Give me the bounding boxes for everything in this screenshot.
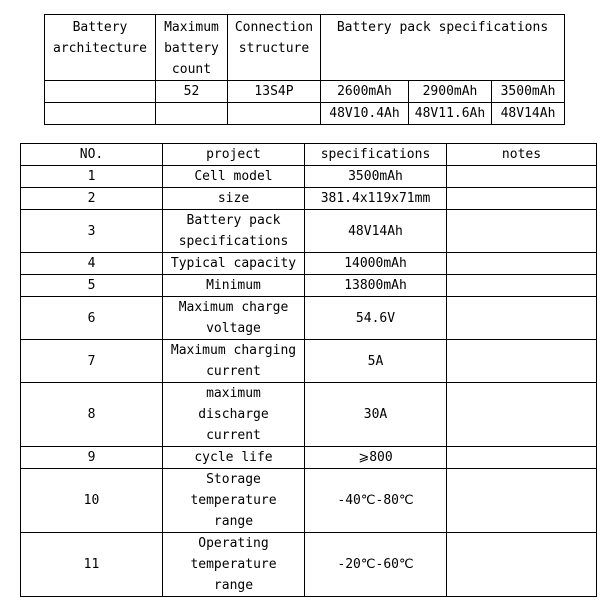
row-notes (447, 188, 597, 210)
row-project: Cell model (163, 166, 305, 188)
table-row (21, 253, 597, 275)
row-no: 5 (21, 275, 163, 297)
row-spec: -40℃-80℃ (305, 469, 447, 533)
row-project: Operating temperature range (163, 533, 305, 597)
row-no: 6 (21, 297, 163, 340)
table-row (21, 188, 597, 210)
row-no: 4 (21, 253, 163, 275)
row1-connection: 13S4P (228, 81, 321, 103)
header-no: NO. (21, 144, 163, 166)
row-project: Minimum (163, 275, 305, 297)
row2-spec-11-6ah: 48V11.6Ah (409, 103, 492, 125)
header-battery-architecture: Battery architecture (45, 15, 156, 81)
row-no: 8 (21, 383, 163, 447)
row1-spec-2600: 2600mAh (321, 81, 409, 103)
row-no: 10 (21, 469, 163, 533)
row-spec: ⩾800 (305, 447, 447, 469)
table-row (21, 166, 597, 188)
row-no: 11 (21, 533, 163, 597)
row-no: 2 (21, 188, 163, 210)
header-specifications: specifications (305, 144, 447, 166)
row2-connection (228, 103, 321, 125)
table-row (21, 533, 597, 597)
row-project: cycle life (163, 447, 305, 469)
row-project: Typical capacity (163, 253, 305, 275)
row-project: Storage temperature range (163, 469, 305, 533)
row-project: Maximum charging current (163, 340, 305, 383)
row-project: Battery pack specifications (163, 210, 305, 253)
row-notes (447, 275, 597, 297)
row-notes (447, 447, 597, 469)
header-project: project (163, 144, 305, 166)
header-connection-structure: Connection structure (228, 15, 321, 81)
row-notes (447, 210, 597, 253)
table-row (21, 447, 597, 469)
row-project: size (163, 188, 305, 210)
row-spec: 13800mAh (305, 275, 447, 297)
table-row (21, 340, 597, 383)
row2-max-count (156, 103, 228, 125)
row-project: Maximum charge voltage (163, 297, 305, 340)
row-spec: 30A (305, 383, 447, 447)
row2-spec-10-4ah: 48V10.4Ah (321, 103, 409, 125)
row-spec: 48V14Ah (305, 210, 447, 253)
row-spec: 381.4x119x71mm (305, 188, 447, 210)
row1-spec-3500: 3500mAh (492, 81, 565, 103)
row-project: maximum discharge current (163, 383, 305, 447)
row2-spec-14ah: 48V14Ah (492, 103, 565, 125)
row-notes (447, 340, 597, 383)
table-row (21, 297, 597, 340)
row-no: 7 (21, 340, 163, 383)
row-spec: 54.6V (305, 297, 447, 340)
row-no: 9 (21, 447, 163, 469)
row-notes (447, 166, 597, 188)
row1-max-count: 52 (156, 81, 228, 103)
row-spec: -20℃-60℃ (305, 533, 447, 597)
battery-architecture-table (44, 14, 565, 125)
row-notes (447, 383, 597, 447)
header-notes: notes (447, 144, 597, 166)
row-spec: 3500mAh (305, 166, 447, 188)
row1-spec-2900: 2900mAh (409, 81, 492, 103)
row-notes (447, 297, 597, 340)
row1-architecture (45, 81, 156, 103)
table-row (21, 210, 597, 253)
specification-table (20, 143, 597, 597)
row-notes (447, 253, 597, 275)
row-spec: 5A (305, 340, 447, 383)
table-row (21, 469, 597, 533)
row-no: 1 (21, 166, 163, 188)
row-no: 3 (21, 210, 163, 253)
row-notes (447, 469, 597, 533)
row-spec: 14000mAh (305, 253, 447, 275)
header-battery-pack-specifications: Battery pack specifications (321, 15, 565, 81)
row-notes (447, 533, 597, 597)
header-maximum-battery-count: Maximum battery count (156, 15, 228, 81)
table-row (21, 383, 597, 447)
table-row (21, 275, 597, 297)
row2-architecture (45, 103, 156, 125)
